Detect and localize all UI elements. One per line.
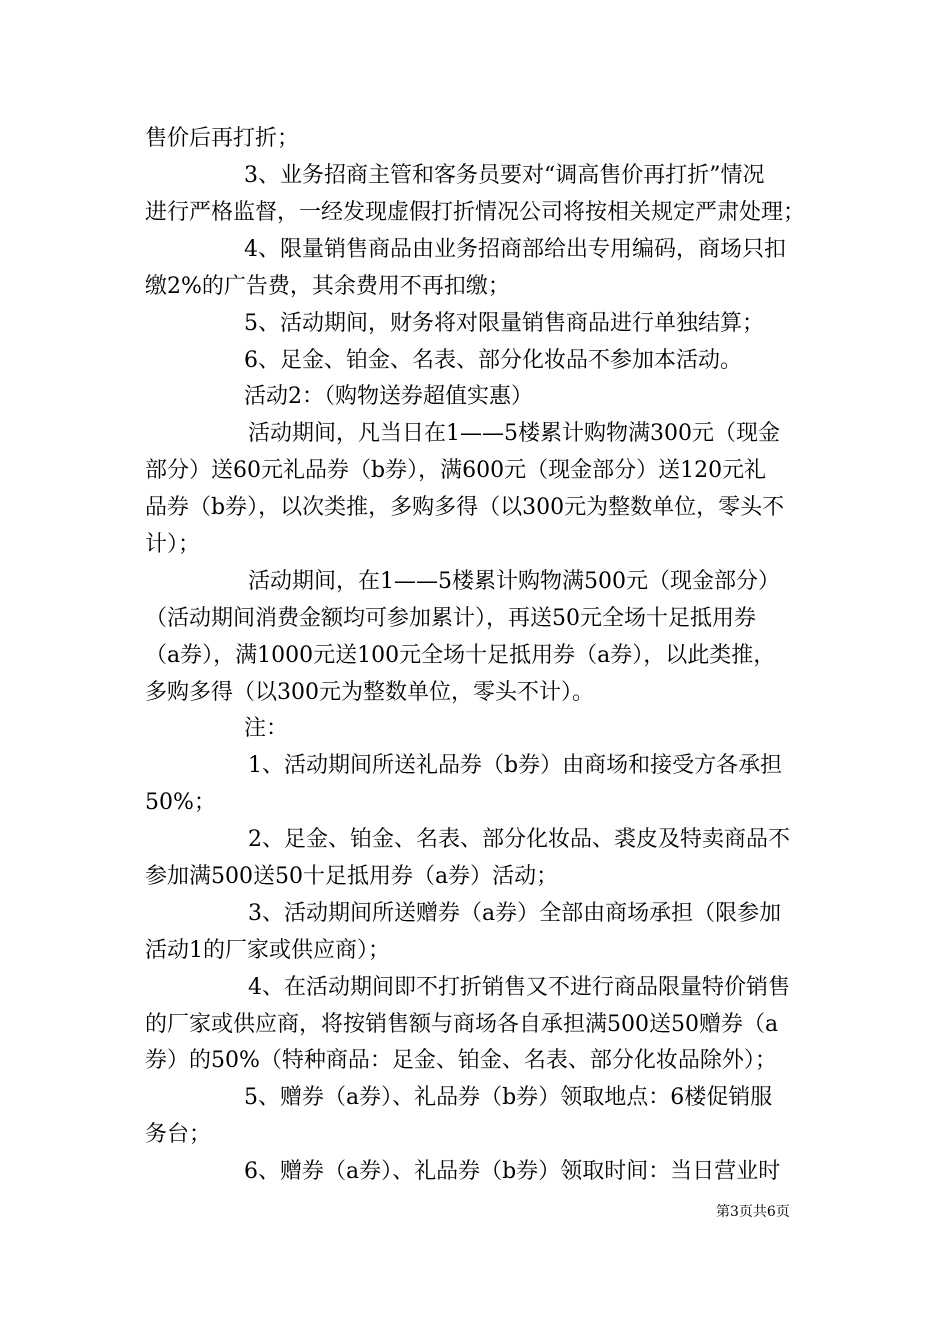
body-line-5: 缴2%的广告费，其余费用不再扣缴； [145, 274, 510, 299]
body-line-3: 进行严格监督，一经发现虚假打折情况公司将按相关规定严肃处理； [145, 200, 806, 225]
body-line-29: 6、赠券（a券）、礼品券（b券）领取时间：当日营业时 [244, 1159, 781, 1184]
body-line-21: 参加满500送50十足抵用券（a券）活动； [145, 864, 559, 889]
activity-2-heading: 活动2：（购物送券超值实惠） [244, 384, 533, 409]
notes-heading: 注： [244, 716, 289, 741]
body-line-13: 活动期间，在1——5楼累计购物满500元（现金部分） [248, 569, 780, 594]
body-line-19: 50%； [145, 790, 216, 815]
body-line-24: 4、在活动期间即不打折销售又不进行商品限量特价销售 [248, 975, 790, 1000]
body-line-23: 活动1的厂家或供应商）； [145, 938, 390, 963]
body-line-22: 3、活动期间所送赠券（a券）全部由商场承担（限参加 [248, 901, 782, 926]
body-line-9: 活动期间，凡当日在1——5楼累计购物满300元（现金 [248, 421, 780, 446]
body-line-15: （a券），满1000元送100元全场十足抵用券（a券），以此类推， [145, 643, 776, 668]
body-line-10: 部分）送60元礼品券（b券），满600元（现金部分）送120元礼 [145, 458, 767, 483]
body-line-16: 多购多得（以300元为整数单位，零头不计）。 [145, 680, 594, 705]
body-line-11: 品券（b券），以次类推，多购多得（以300元为整数单位，零头不 [145, 495, 785, 520]
page-number: 第3页共6页 [716, 1204, 790, 1220]
body-line-28: 务台； [145, 1122, 212, 1147]
body-line-18: 1、活动期间所送礼品券（b券）由商场和接受方各承担 [248, 753, 783, 778]
body-line-12: 计）； [145, 532, 201, 557]
body-line-27: 5、赠券（a券）、礼品券（b券）领取地点：6楼促销服 [244, 1085, 773, 1110]
body-line-25: 的厂家或供应商，将按销售额与商场各自承担满500送50赠券（a [145, 1012, 779, 1037]
body-line-2: 3、业务招商主管和客务员要对“调高售价再打折”情况 [244, 163, 765, 188]
body-line-26: 券）的50%（特种商品：足金、铂金、名表、部分化妆品除外）； [145, 1048, 777, 1073]
body-line-7: 6、足金、铂金、名表、部分化妆品不参加本活动。 [244, 348, 742, 373]
body-line-14: （活动期间消费金额均可参加累计），再送50元全场十足抵用券 [145, 606, 756, 631]
body-line-20: 2、足金、铂金、名表、部分化妆品、裘皮及特卖商品不 [248, 827, 790, 852]
body-line-1: 售价后再打折； [145, 126, 300, 151]
body-line-6: 5、活动期间，财务将对限量销售商品进行单独结算； [244, 311, 764, 336]
body-line-4: 4、限量销售商品由业务招商部给出专用编码，商场只扣 [244, 237, 786, 262]
